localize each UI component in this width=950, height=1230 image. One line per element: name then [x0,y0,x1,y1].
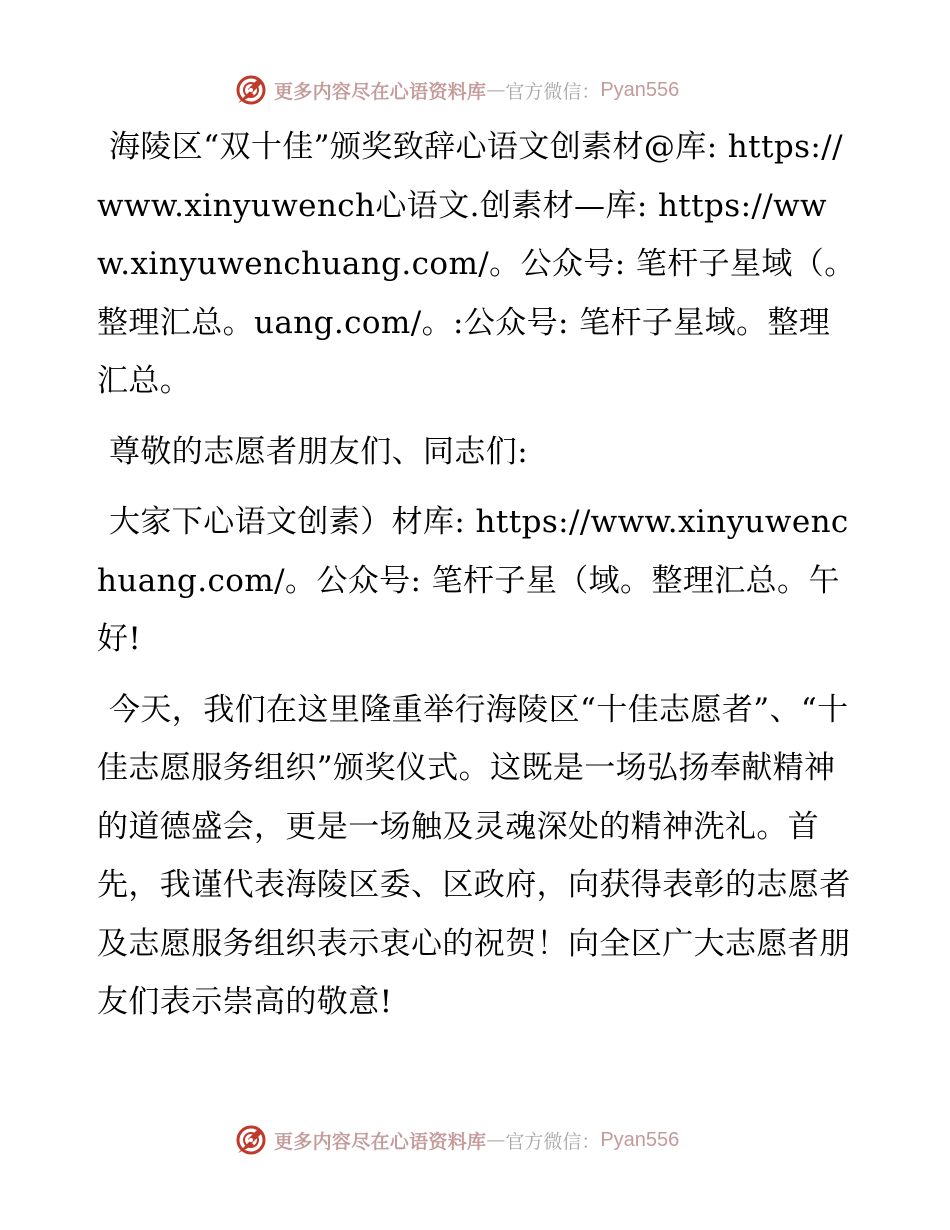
footer-separator: — [486,1129,506,1151]
footer-banner [0,1120,950,1160]
header-wechat-label: 官方微信： [505,80,601,103]
paragraph-title: 海陵区“双十佳”颁奖致辞心语文创素材@库: https://www.xinyuwench心语文.创素材—库: https://www.xinyuwenchuang.com/。公众号: 笔杆子星域（。整理汇总。uang.com/。:公众号: 笔杆子星域。整理汇总。 [97,129,856,399]
header-promo-text: 更多内容尽在心语资料库 [274,80,487,103]
header-wechat-id: Pyan556 [600,78,680,101]
footer-wechat-label: 官方微信： [505,1130,601,1153]
logo-icon [234,73,268,107]
footer-banner-content [234,1120,679,1160]
document-body [97,118,857,1044]
footer-wechat-id: Pyan556 [600,1128,680,1151]
footer-promo-text: 更多内容尽在心语资料库 [274,1130,487,1153]
header-banner-content [234,70,679,110]
header-separator: — [486,79,506,101]
logo-icon [234,1123,268,1157]
paragraph-opening: 今天，我们在这里隆重举行海陵区“十佳志愿者”、“十佳志愿服务组织”颁奖仪式。这既是一场弘扬奉献精神的道德盛会，更是一场触及灵魂深处的精神洗礼。首先，我谨代表海陵区委、区政府，向获得表彰的志愿者及志愿服务组织表示衷心的祝贺！向全区广大志愿者朋友们表示崇高的敬意! [97,691,851,1020]
paragraph-salutation: 尊敬的志愿者朋友们、同志们: [109,433,529,470]
paragraph-greeting: 大家下心语文创素）材库: https://www.xinyuwenchuang.com/。公众号: 笔杆子星（域。整理汇总。午好! [97,504,849,657]
header-banner [0,70,950,110]
